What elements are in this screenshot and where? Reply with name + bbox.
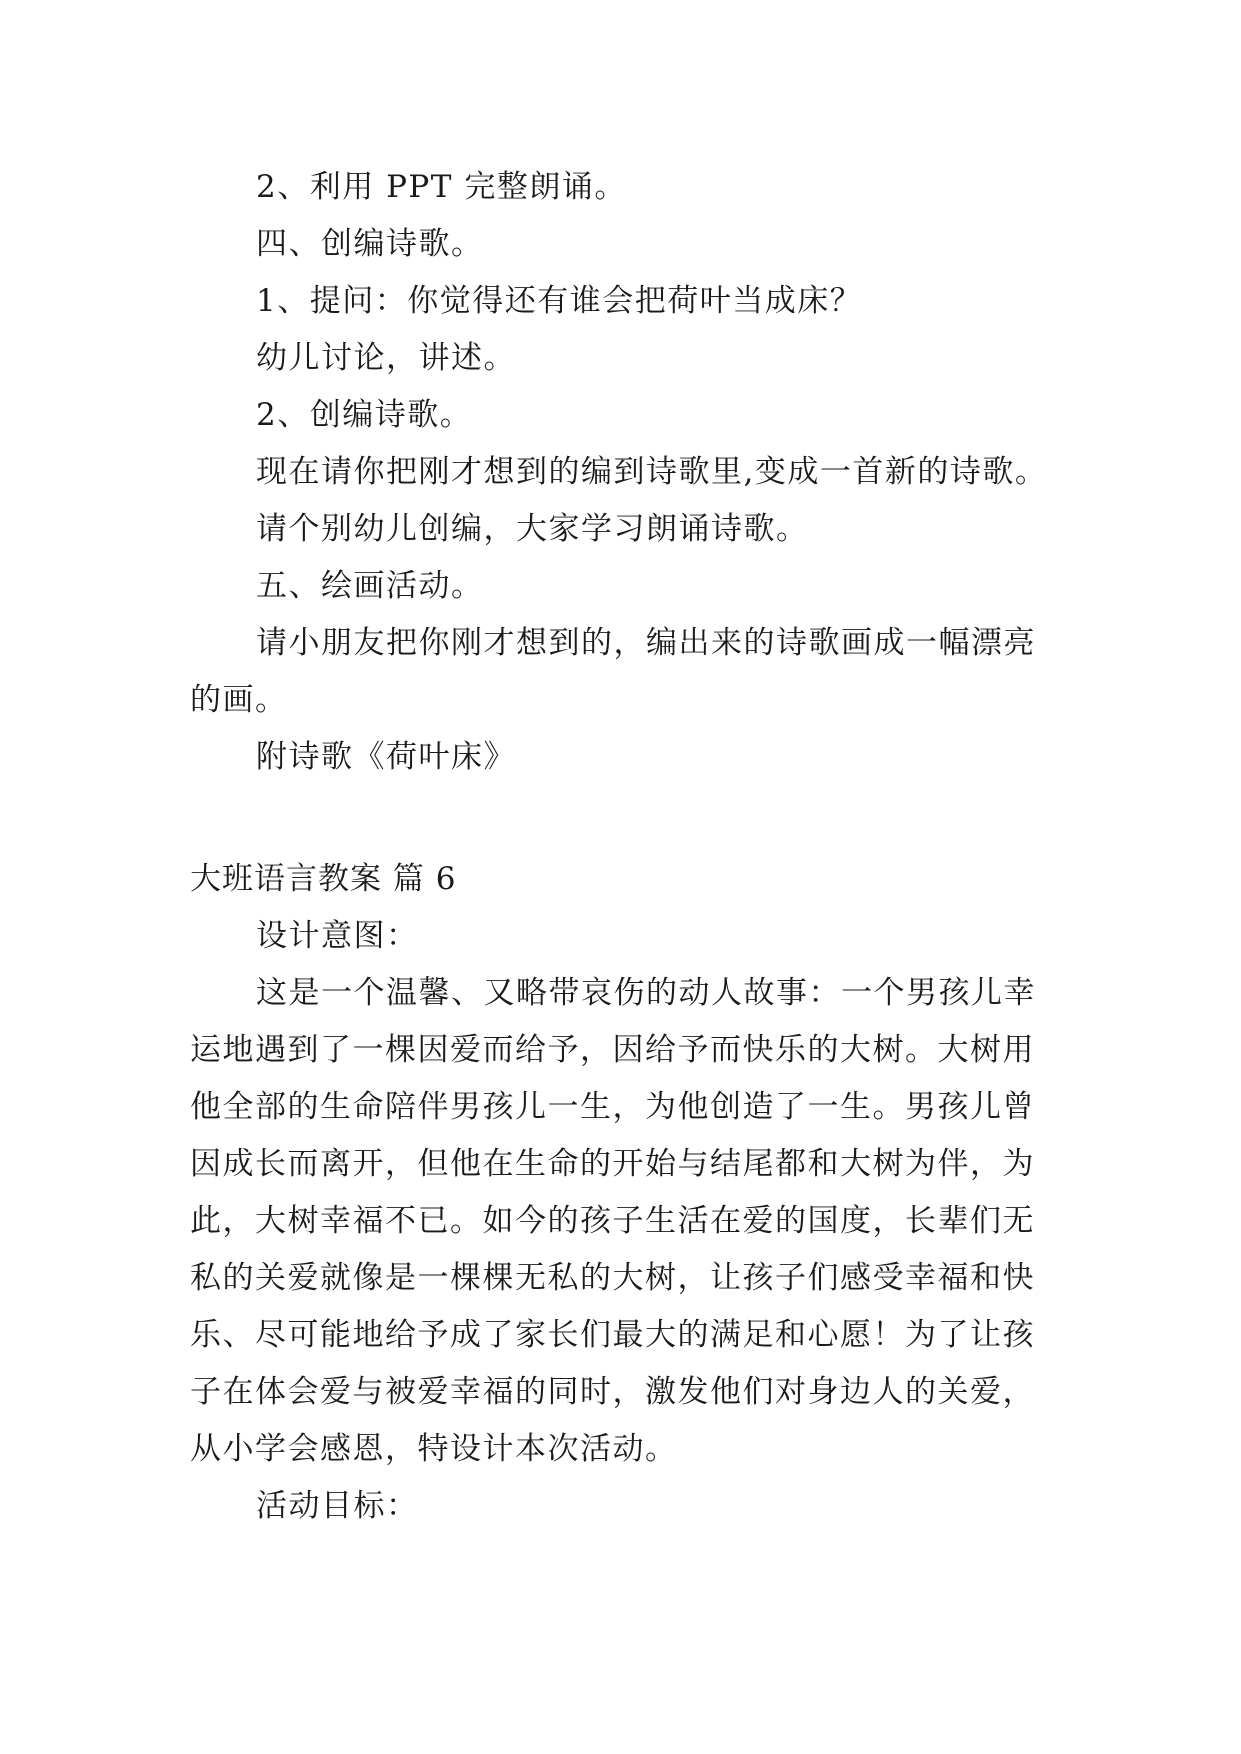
text-line: 现在请你把刚才想到的编到诗歌里,变成一首新的诗歌。	[256, 454, 1048, 490]
text-line: 请个别幼儿创编，大家学习朗诵诗歌。	[256, 511, 809, 547]
text-line: 2、利用 PPT 完整朗诵。	[256, 169, 627, 205]
text-line: 幼儿讨论，讲述。	[256, 340, 516, 376]
paragraph-line: 此，大树幸福不已。如今的孩子生活在爱的国度，长辈们无	[190, 1203, 1035, 1239]
section-heading: 活动目标：	[256, 1488, 419, 1524]
text-line: 请小朋友把你刚才想到的，编出来的诗歌画成一幅漂亮	[256, 625, 1036, 661]
text-line: 2、创编诗歌。	[256, 397, 473, 433]
paragraph-line: 这是一个温馨、又略带哀伤的动人故事：一个男孩儿幸	[256, 975, 1036, 1011]
section-heading: 设计意图：	[256, 918, 419, 954]
section-heading: 四、创编诗歌。	[256, 226, 484, 262]
text-line: 1、提问：你觉得还有谁会把荷叶当成床？	[256, 283, 863, 319]
paragraph-line: 子在体会爱与被爱幸福的同时，激发他们对身边人的关爱，	[190, 1374, 1035, 1410]
paragraph-line: 乐、尽可能地给予成了家长们最大的满足和心愿！为了让孩	[190, 1317, 1035, 1353]
paragraph-line: 私的关爱就像是一棵棵无私的大树，让孩子们感受幸福和快	[190, 1260, 1035, 1296]
paragraph-line: 运地遇到了一棵因爱而给予，因给予而快乐的大树。大树用	[190, 1032, 1035, 1068]
paragraph-line: 他全部的生命陪伴男孩儿一生，为他创造了一生。男孩儿曾	[190, 1089, 1035, 1125]
lesson-heading: 大班语言教案 篇 6	[190, 861, 457, 897]
text-line: 附诗歌《荷叶床》	[256, 739, 516, 775]
section-heading: 五、绘画活动。	[256, 568, 484, 604]
text-line: 的画。	[190, 682, 288, 718]
paragraph-line: 因成长而离开，但他在生命的开始与结尾都和大树为伴，为	[190, 1146, 1035, 1182]
paragraph-line: 从小学会感恩，特设计本次活动。	[190, 1431, 678, 1467]
